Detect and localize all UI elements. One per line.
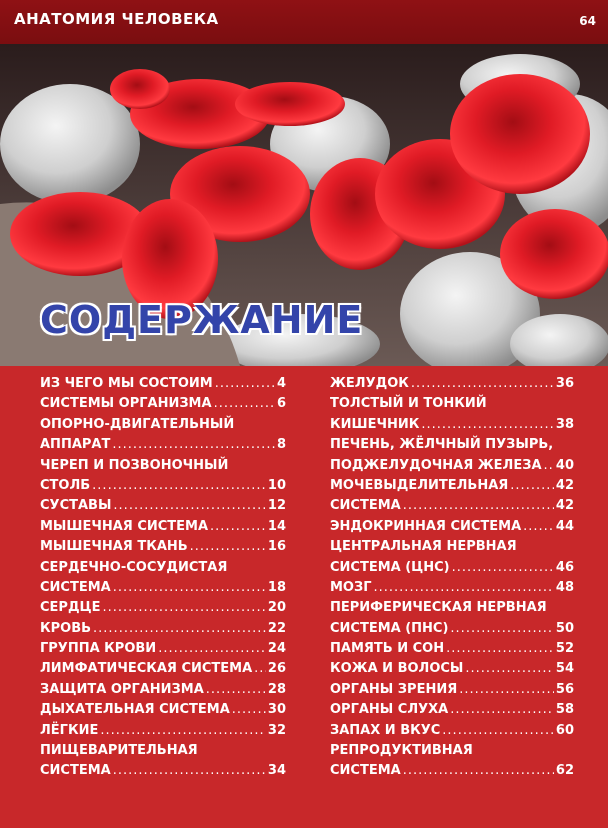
toc-entry-title: МОЧЕВЫДЕЛИТЕЛЬНАЯ [330,477,509,493]
toc-page-number: 62 [555,763,574,779]
toc-entry[interactable] [40,374,286,394]
toc-page-number: 32 [267,722,286,738]
toc-dot-leader [232,700,266,720]
toc-entry[interactable] [40,598,286,618]
toc-dot-leader [113,496,265,516]
toc-dot-leader [214,394,275,414]
toc-entry[interactable] [40,721,286,741]
toc-dot-leader [113,761,266,781]
toc-entry[interactable] [330,578,574,598]
toc-entry[interactable] [40,700,286,720]
toc-page-number: 50 [555,620,574,636]
toc-entry-title: ПАМЯТЬ И СОН [330,641,445,657]
toc-page-number: 12 [267,498,286,514]
toc-page-number: 14 [267,518,286,534]
toc-dot-leader [210,517,266,537]
toc-page-number: 60 [555,722,574,738]
toc-page-number: 46 [555,559,574,575]
toc-entry-title: ДЫХАТЕЛЬНАЯ СИСТЕМА [40,702,230,718]
toc-dot-leader [102,598,265,618]
toc-entry-title-line: ПЕРИФЕРИЧЕСКАЯ НЕРВНАЯ [330,600,547,616]
toc-entry-title-line: РЕПРОДУКТИВНАЯ [330,743,473,759]
toc-dot-leader [450,619,553,639]
toc-entry-title: ПОДЖЕЛУДОЧНАЯ ЖЕЛЕЗА [330,457,542,473]
toc-entry-title: СЕРДЦЕ [40,600,101,616]
toc-entry-title: СИСТЕМА [40,763,111,779]
toc-dot-leader [442,721,554,741]
toc-page-number: 56 [555,681,574,697]
toc-page-number: 30 [267,702,286,718]
toc-entry-title: МЫШЕЧНАЯ СИСТЕМА [40,518,209,534]
toc-page-number: 58 [555,702,574,718]
toc-entry[interactable] [40,761,286,781]
toc-page-number: 40 [555,457,574,473]
toc-entry[interactable] [330,415,574,435]
toc-dot-leader [93,619,266,639]
toc-dot-leader [450,700,554,720]
toc-dot-leader [190,537,266,557]
toc-entry[interactable] [40,517,286,537]
toc-page-number: 22 [267,620,286,636]
toc-dot-leader [465,659,554,679]
toc-dot-leader [92,476,266,496]
toc-page-number: 6 [276,396,286,412]
toc-entry-title: КОЖА И ВОЛОСЫ [330,661,464,677]
toc-entry-title: СТОЛБ [40,477,91,493]
toc-dot-leader [452,558,554,578]
toc-entry-title-line: ПИЩЕВАРИТЕЛЬНАЯ [40,743,198,759]
toc-entry-title-line: ТОЛСТЫЙ И ТОНКИЙ [330,396,487,412]
toc-entry-title: ЗАПАХ И ВКУС [330,722,441,738]
toc-dot-leader [158,639,266,659]
toc-dot-leader [411,374,554,394]
toc-page-number: 54 [555,661,574,677]
toc-page-number: 8 [276,437,286,453]
toc-entry[interactable] [40,496,286,516]
toc-entry[interactable] [40,578,286,598]
toc-entry[interactable] [330,700,574,720]
toc-dot-leader [374,578,554,598]
toc-entry-title: КРОВЬ [40,620,92,636]
toc-entry[interactable] [330,639,574,659]
toc-entry-title: СИСТЕМА (ЦНС) [330,559,450,575]
toc-page-number: 20 [267,600,286,616]
toc-left-column [40,374,286,782]
toc-entry-title: СИСТЕМА [330,498,401,514]
page-header [0,0,608,44]
toc-page-number: 24 [267,641,286,657]
toc-page-number: 38 [555,416,574,432]
toc-entry[interactable] [330,496,574,516]
toc-entry-title: КИШЕЧНИК [330,416,420,432]
toc-entry[interactable] [40,639,286,659]
toc-dot-leader [113,578,266,598]
toc-entry[interactable] [40,476,286,496]
toc-dot-leader [100,721,266,741]
toc-entry-title: МЫШЕЧНАЯ ТКАНЬ [40,539,188,555]
toc-entry-title: СИСТЕМА [40,579,111,595]
toc-dot-leader [459,680,554,700]
toc-entry[interactable] [330,761,574,781]
toc-entry[interactable] [40,659,286,679]
toc-entry-title: ГРУППА КРОВИ [40,641,157,657]
toc-entry-title: ЛИМФАТИЧЕСКАЯ СИСТЕМА [40,661,253,677]
toc-entry-title-line: ПЕЧЕНЬ, ЖЁЛЧНЫЙ ПУЗЫРЬ, [330,437,554,453]
toc-dot-leader [544,456,554,476]
toc-entry[interactable] [330,456,574,476]
toc-entry[interactable] [40,680,286,700]
toc-page-number: 18 [267,579,286,595]
toc-dot-leader [254,659,266,679]
toc-page-number: 42 [555,498,574,514]
toc-entry[interactable] [40,619,286,639]
toc-dot-leader [446,639,554,659]
toc-entry-title: ЗАЩИТА ОРГАНИЗМА [40,681,204,697]
toc-entry-title: ЭНДОКРИННАЯ СИСТЕМА [330,518,522,534]
toc-entry[interactable] [40,537,286,557]
toc-entry[interactable] [330,476,574,496]
toc-dot-leader [112,435,275,455]
toc-right-column [330,374,574,782]
book-title: АНАТОМИЯ ЧЕЛОВЕКА [14,10,219,28]
toc-entry[interactable] [330,517,574,537]
toc-dot-leader [510,476,554,496]
toc-entry[interactable] [330,721,574,741]
toc-entry-title: ЖЕЛУДОК [330,376,409,391]
toc-entry-title: СИСТЕМА [330,763,401,779]
toc-page-number: 26 [267,661,286,677]
toc-page-number: 16 [267,539,286,555]
toc-entry[interactable] [330,558,574,578]
toc-entry-title: ОРГАНЫ СЛУХА [330,702,449,718]
toc-entry[interactable] [330,659,574,679]
toc-entry-title: СУСТАВЫ [40,498,112,514]
toc-entry-title-line: СЕРДЕЧНО-СОСУДИСТАЯ [40,559,228,575]
toc-dot-leader [206,680,266,700]
toc-dot-leader [421,415,554,435]
toc-page-number: 48 [555,579,574,595]
toc-entry-title: ИЗ ЧЕГО МЫ СОСТОИМ [40,376,213,391]
toc-page-number: 36 [555,376,574,391]
toc-entry-title: СИСТЕМА (ПНС) [330,620,449,636]
toc-entry-title: АППАРАТ [40,437,111,453]
toc-entry-title: ЛЁГКИЕ [40,722,99,738]
toc-entry[interactable] [330,374,574,394]
toc-entry[interactable] [330,619,574,639]
toc-page-number: 28 [267,681,286,697]
toc-entry-title: МОЗГ [330,579,372,595]
toc-entry[interactable] [40,435,286,455]
page-number: 64 [579,14,596,28]
toc-entry-title: СИСТЕМЫ ОРГАНИЗМА [40,396,212,412]
toc-dot-leader [403,761,554,781]
toc-dot-leader [215,374,275,394]
toc-page-number: 10 [267,477,286,493]
toc-page-number: 52 [555,641,574,657]
toc-page-number: 34 [267,763,286,779]
contents-heading: СОДЕРЖАНИЕ [40,298,364,342]
toc-entry-title-line: ОПОРНО-ДВИГАТЕЛЬНЫЙ [40,416,235,432]
toc-entry-title-line: ЦЕНТРАЛЬНАЯ НЕРВНАЯ [330,539,517,555]
toc-entry[interactable] [330,680,574,700]
toc-dot-leader [523,517,554,537]
toc-dot-leader [403,496,554,516]
toc-page-number: 44 [555,518,574,534]
toc-page-number: 42 [555,477,574,493]
toc-entry-title-line: ЧЕРЕП И ПОЗВОНОЧНЫЙ [40,457,229,473]
toc-entry[interactable] [40,394,286,414]
toc-entry-title: ОРГАНЫ ЗРЕНИЯ [330,681,458,697]
toc-page-number: 4 [276,376,286,391]
